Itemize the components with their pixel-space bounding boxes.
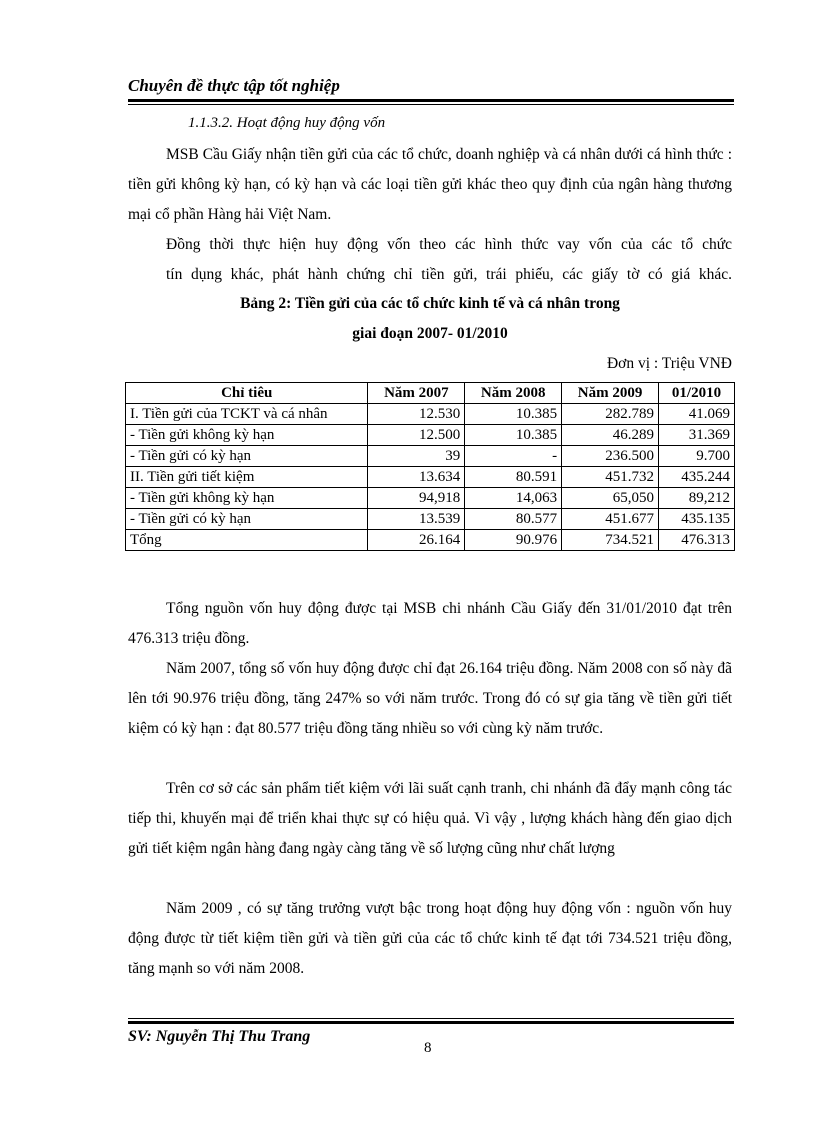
header-rule-thin — [128, 104, 734, 105]
row-label: - Tiền gửi không kỳ hạn — [126, 425, 368, 446]
section-heading: 1.1.3.2. Hoạt động huy động vốn — [188, 115, 386, 131]
cell-value: 13.634 — [368, 467, 465, 488]
row-label: II. Tiền gửi tiết kiệm — [126, 467, 368, 488]
row-label: - Tiền gửi không kỳ hạn — [126, 488, 368, 509]
cell-value: 282.789 — [562, 404, 659, 425]
cell-value: 41.069 — [659, 404, 735, 425]
cell-value: 10.385 — [465, 425, 562, 446]
paragraph-methods-line1: Đồng thời thực hiện huy động vốn theo các hình thức vay vốn của các tổ chức — [166, 236, 732, 253]
page-number: 8 — [424, 1040, 432, 1056]
cell-value: 39 — [368, 446, 465, 467]
cell-value: 451.677 — [562, 509, 659, 530]
column-header: Chỉ tiêu — [126, 383, 368, 404]
table-row — [126, 446, 735, 467]
row-label: I. Tiền gửi của TCKT và cá nhân — [126, 404, 368, 425]
row-label: Tổng — [126, 530, 368, 551]
cell-value: 13.539 — [368, 509, 465, 530]
cell-value: 46.289 — [562, 425, 659, 446]
column-header: Năm 2009 — [562, 383, 659, 404]
cell-value: 26.164 — [368, 530, 465, 551]
cell-value: 14,063 — [465, 488, 562, 509]
table-caption-line1: Bảng 2: Tiền gửi của các tổ chức kinh tế và cá nhân trong — [240, 295, 620, 312]
row-label: - Tiền gửi có kỳ hạn — [126, 509, 368, 530]
table-row — [126, 425, 735, 446]
table-row — [126, 404, 735, 425]
paragraph-2007-2008: Năm 2007, tổng số vốn huy động được chỉ đạt 26.164 triệu đồng. Năm 2008 con số này đã lên tới 90.976 triệu đồng, tăng 247% so với năm trước. Trong đó có sự gia tăng về tiền gửi tiết kiệm có kỳ hạn : đạt 80.577 triệu đồng tăng nhiều so với cùng kỳ năm trước. — [128, 660, 732, 737]
column-header: Năm 2008 — [465, 383, 562, 404]
cell-value: 10.385 — [465, 404, 562, 425]
column-header: 01/2010 — [659, 383, 735, 404]
table-unit: Đơn vị : Triệu VNĐ — [606, 355, 732, 372]
cell-value: 80.591 — [465, 467, 562, 488]
cell-value: 435.244 — [659, 467, 735, 488]
footer-author: SV: Nguyễn Thị Thu Trang — [128, 1028, 311, 1045]
cell-value: 9.700 — [659, 446, 735, 467]
cell-value: 435.135 — [659, 509, 735, 530]
paragraph-2009-growth: Năm 2009 , có sự tăng trưởng vượt bậc trong hoạt động huy động vốn : nguồn vốn huy động được từ tiết kiệm tiền gửi và tiền gửi của các tổ chức kinh tế đạt tới 734.521 triệu đồng, tăng mạnh so với năm 2008. — [128, 900, 732, 977]
cell-value: 65,050 — [562, 488, 659, 509]
row-label: - Tiền gửi có kỳ hạn — [126, 446, 368, 467]
cell-value: 80.577 — [465, 509, 562, 530]
cell-value: 90.976 — [465, 530, 562, 551]
table-header-row — [126, 383, 735, 404]
cell-value: - — [465, 446, 562, 467]
cell-value: 734.521 — [562, 530, 659, 551]
footer-rule-thin — [128, 1018, 734, 1019]
cell-value: 12.530 — [368, 404, 465, 425]
column-header: Năm 2007 — [368, 383, 465, 404]
cell-value: 94,918 — [368, 488, 465, 509]
paragraph-methods-line2: tín dụng khác, phát hành chứng chỉ tiền gửi, trái phiếu, các giấy tờ có giá khác. — [166, 266, 732, 283]
table-row — [126, 509, 735, 530]
table-row-total — [126, 530, 735, 551]
paragraph-total-capital: Tổng nguồn vốn huy động được tại MSB chi nhánh Cầu Giấy đến 31/01/2010 đạt trên 476.313 triệu đồng. — [128, 600, 732, 647]
paragraph-intro: MSB Cầu Giấy nhận tiền gửi của các tổ chức, doanh nghiệp và cá nhân dưới cá hình thức : tiền gửi không kỳ hạn, có kỳ hạn và các loại tiền gửi khác theo quy định của ngân hàng thương mại cổ phần Hàng hải Việt Nam. — [128, 146, 732, 223]
cell-value: 476.313 — [659, 530, 735, 551]
deposits-table — [125, 382, 735, 551]
footer-rule-thick — [128, 1021, 734, 1024]
cell-value: 236.500 — [562, 446, 659, 467]
cell-value: 89,212 — [659, 488, 735, 509]
cell-value: 451.732 — [562, 467, 659, 488]
table-row — [126, 467, 735, 488]
header-rule-thick — [128, 99, 734, 102]
header-title: Chuyên đề thực tập tốt nghiệp — [128, 76, 340, 95]
table-row — [126, 488, 735, 509]
paragraph-savings-products: Trên cơ sở các sản phẩm tiết kiệm với lãi suất cạnh tranh, chi nhánh đã đẩy mạnh công tác tiếp thi, khuyến mại để triển khai thực sự có hiệu quả. Vì vậy , lượng khách hàng đến giao dịch gửi tiết kiệm ngân hàng đang ngày càng tăng về số lượng cũng như chất lượng — [128, 780, 732, 857]
table-caption-line2: giai đoạn 2007- 01/2010 — [352, 325, 508, 342]
cell-value: 12.500 — [368, 425, 465, 446]
cell-value: 31.369 — [659, 425, 735, 446]
